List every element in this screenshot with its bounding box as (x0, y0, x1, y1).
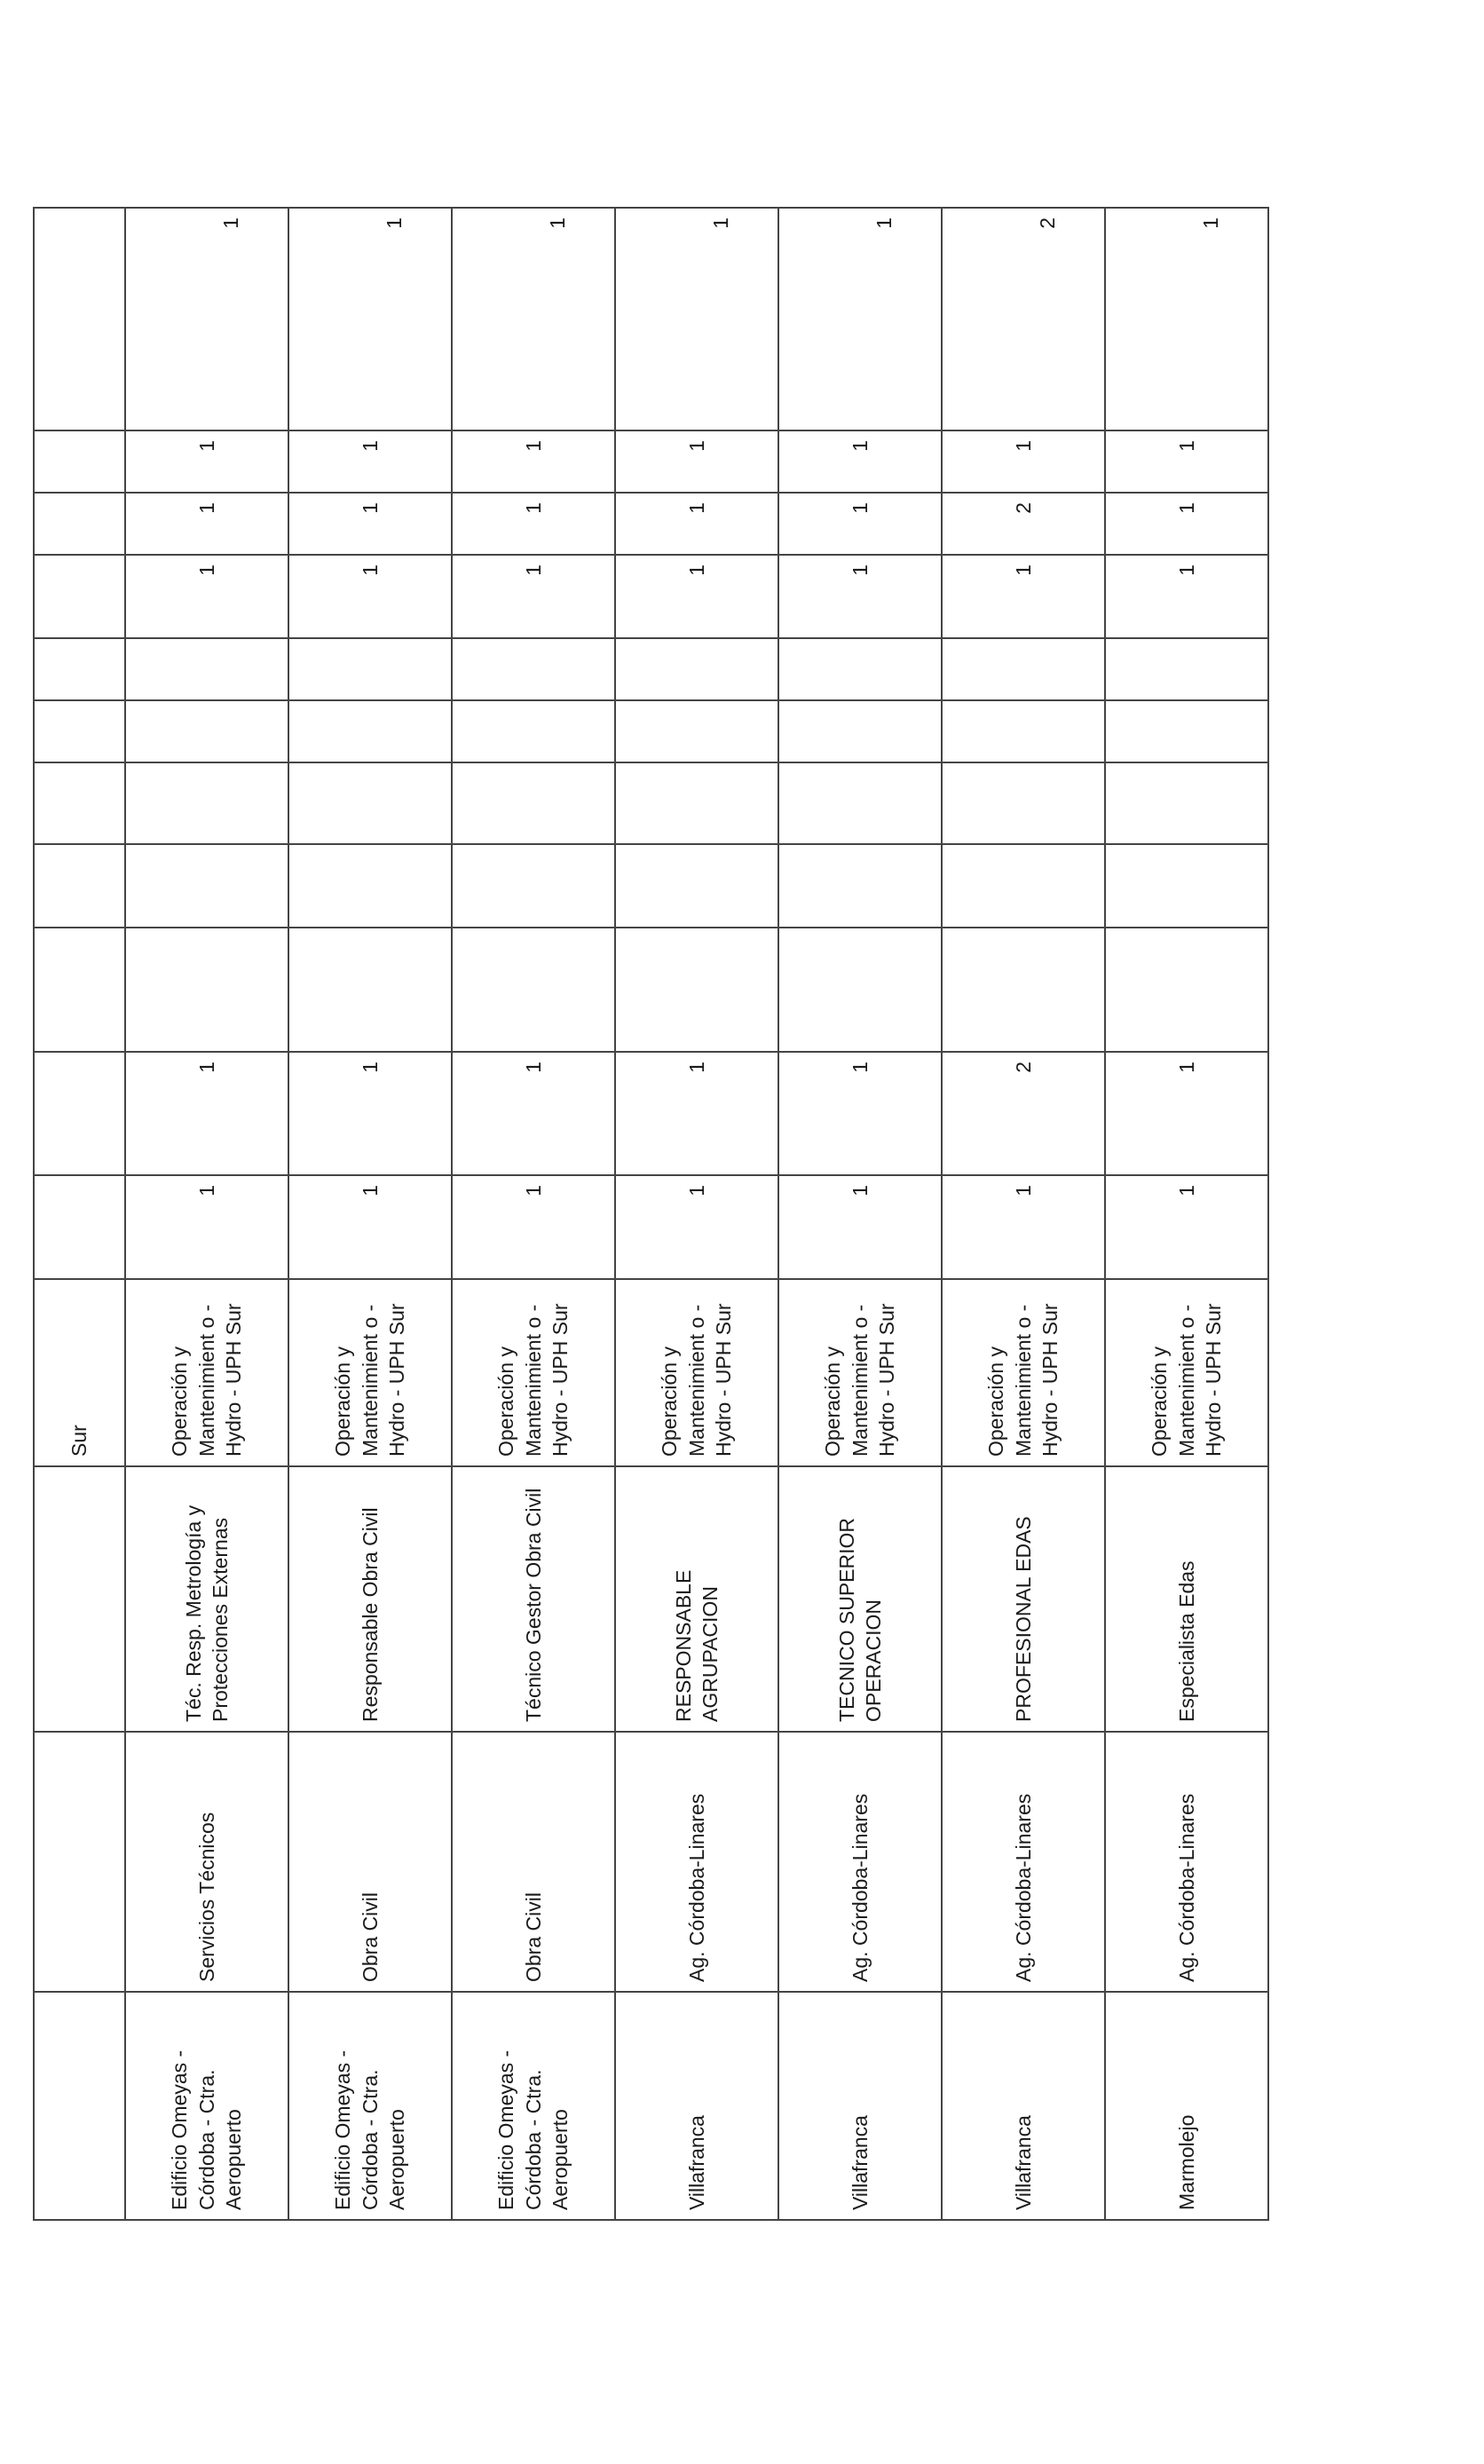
cell-value: 1 (615, 555, 778, 638)
cell-value: 2 (942, 493, 1105, 555)
cell-operacion: Operación y Mantenimient o - Hydro - UPH Sur (125, 1279, 288, 1466)
cell-value: 1 (125, 555, 288, 638)
cell-empty (34, 493, 125, 555)
cell-value: 1 (1105, 493, 1268, 555)
cell-value: 1 (1105, 430, 1268, 493)
cell-value: 1 (778, 208, 942, 430)
cell-empty (125, 844, 288, 928)
cell-puesto: Especialista Edas (1105, 1466, 1268, 1732)
cell-empty (1105, 638, 1268, 700)
cell-ubicacion: Edificio Omeyas - Córdoba - Ctra. Aeropuerto (452, 1992, 615, 2220)
cell-empty (1105, 844, 1268, 928)
cell-value: 1 (452, 1052, 615, 1175)
rotated-table-container (33, 217, 1264, 2221)
cell-value: 1 (288, 1052, 452, 1175)
cell-empty (778, 844, 942, 928)
cell-value: 1 (778, 1052, 942, 1175)
cell-value: 1 (778, 555, 942, 638)
cell-puesto: Téc. Resp. Metrología y Protecciones Externas (125, 1466, 288, 1732)
data-table (33, 207, 1269, 2221)
cell-operacion: Operación y Mantenimient o - Hydro - UPH Sur (1105, 1279, 1268, 1466)
cell-empty (288, 762, 452, 844)
cell-value: 2 (942, 1052, 1105, 1175)
cell-empty (778, 762, 942, 844)
cell-value: 1 (125, 208, 288, 430)
cell-empty (34, 1992, 125, 2220)
cell-value: 1 (288, 1175, 452, 1279)
table-row (1105, 208, 1268, 2220)
cell-value: 1 (125, 493, 288, 555)
cell-operacion: Operación y Mantenimient o - Hydro - UPH Sur (452, 1279, 615, 1466)
cell-value: 1 (288, 208, 452, 430)
cell-empty (942, 844, 1105, 928)
cell-empty (452, 844, 615, 928)
cell-puesto: RESPONSABLE AGRUPACION (615, 1466, 778, 1732)
cell-empty (125, 928, 288, 1052)
cell-value: 1 (1105, 208, 1268, 430)
cell-empty (125, 638, 288, 700)
cell-ubicacion: Edificio Omeyas - Córdoba - Ctra. Aeropuerto (125, 1992, 288, 2220)
cell-empty (778, 638, 942, 700)
cell-empty (778, 928, 942, 1052)
cell-puesto: PROFESIONAL EDAS (942, 1466, 1105, 1732)
cell-value: 1 (1105, 555, 1268, 638)
cell-empty (34, 928, 125, 1052)
table-row (288, 208, 452, 2220)
table-row (125, 208, 288, 2220)
cell-ubicacion: Edificio Omeyas - Córdoba - Ctra. Aeropuerto (288, 1992, 452, 2220)
cell-value: 1 (452, 1175, 615, 1279)
cell-centro: Ag. Córdoba-Linares (778, 1732, 942, 1992)
cell-value: 1 (288, 493, 452, 555)
table-row (778, 208, 942, 2220)
cell-ubicacion: Villafranca (615, 1992, 778, 2220)
cell-value: 1 (125, 1052, 288, 1175)
cell-empty (778, 700, 942, 762)
cell-value: 1 (942, 430, 1105, 493)
cell-value: 1 (125, 430, 288, 493)
cell-value: 1 (778, 493, 942, 555)
cell-centro: Ag. Córdoba-Linares (942, 1732, 1105, 1992)
cell-value: 1 (942, 1175, 1105, 1279)
cell-value: 1 (452, 493, 615, 555)
cell-empty (34, 762, 125, 844)
cell-value: 1 (1105, 1175, 1268, 1279)
cell-empty (452, 700, 615, 762)
cell-empty (34, 700, 125, 762)
cell-empty (452, 762, 615, 844)
cell-empty (615, 928, 778, 1052)
cell-empty (1105, 928, 1268, 1052)
cell-value: 1 (615, 1175, 778, 1279)
cell-centro: Obra Civil (288, 1732, 452, 1992)
table-row (452, 208, 615, 2220)
cell-empty (452, 928, 615, 1052)
cell-empty (615, 844, 778, 928)
cell-value: 1 (452, 555, 615, 638)
cell-empty (615, 700, 778, 762)
cell-empty (288, 844, 452, 928)
cell-value: 2 (942, 208, 1105, 430)
cell-value: 1 (452, 430, 615, 493)
cell-empty (288, 928, 452, 1052)
cell-empty (34, 638, 125, 700)
cell-empty (615, 638, 778, 700)
cell-empty (125, 762, 288, 844)
cell-value: 1 (125, 1175, 288, 1279)
cell-empty (34, 1052, 125, 1175)
cell-empty (615, 762, 778, 844)
cell-empty (34, 555, 125, 638)
cell-value: 1 (615, 208, 778, 430)
cell-empty (1105, 700, 1268, 762)
cell-centro: Ag. Córdoba-Linares (615, 1732, 778, 1992)
cell-value: 1 (452, 208, 615, 430)
cell-empty (452, 638, 615, 700)
cell-value: 1 (615, 1052, 778, 1175)
cell-ubicacion: Marmolejo (1105, 1992, 1268, 2220)
cell-operacion: Operación y Mantenimient o - Hydro - UPH Sur (615, 1279, 778, 1466)
cell-operacion: Operación y Mantenimient o - Hydro - UPH Sur (288, 1279, 452, 1466)
cell-ubicacion: Villafranca (942, 1992, 1105, 2220)
cell-value: 1 (615, 430, 778, 493)
cell-empty (34, 1175, 125, 1279)
cell-puesto: TECNICO SUPERIOR OPERACION (778, 1466, 942, 1732)
cell-value: 1 (1105, 1052, 1268, 1175)
table-row (942, 208, 1105, 2220)
cell-operacion-fragment: Sur (34, 1279, 125, 1466)
cell-value: 1 (778, 1175, 942, 1279)
cell-centro: Servicios Técnicos (125, 1732, 288, 1992)
cell-centro: Ag. Córdoba-Linares (1105, 1732, 1268, 1992)
cell-empty (1105, 762, 1268, 844)
cell-empty (942, 762, 1105, 844)
table-row (615, 208, 778, 2220)
cell-empty (942, 638, 1105, 700)
cell-value: 1 (942, 555, 1105, 638)
cell-value: 1 (288, 555, 452, 638)
cell-value: 1 (288, 430, 452, 493)
cell-ubicacion: Villafranca (778, 1992, 942, 2220)
cell-empty (125, 700, 288, 762)
cell-value: 1 (615, 493, 778, 555)
cell-empty (942, 700, 1105, 762)
cell-operacion: Operación y Mantenimient o - Hydro - UPH Sur (778, 1279, 942, 1466)
cell-empty (942, 928, 1105, 1052)
cell-puesto: Técnico Gestor Obra Civil (452, 1466, 615, 1732)
cell-empty (288, 638, 452, 700)
cell-puesto: Responsable Obra Civil (288, 1466, 452, 1732)
table-row-header-fragment (34, 208, 125, 2220)
cell-empty (34, 208, 125, 430)
cell-empty (288, 700, 452, 762)
cell-centro: Obra Civil (452, 1732, 615, 1992)
cell-empty (34, 430, 125, 493)
cell-value: 1 (778, 430, 942, 493)
cell-empty (34, 1732, 125, 1992)
cell-operacion: Operación y Mantenimient o - Hydro - UPH Sur (942, 1279, 1105, 1466)
cell-empty (34, 1466, 125, 1732)
cell-empty (34, 844, 125, 928)
